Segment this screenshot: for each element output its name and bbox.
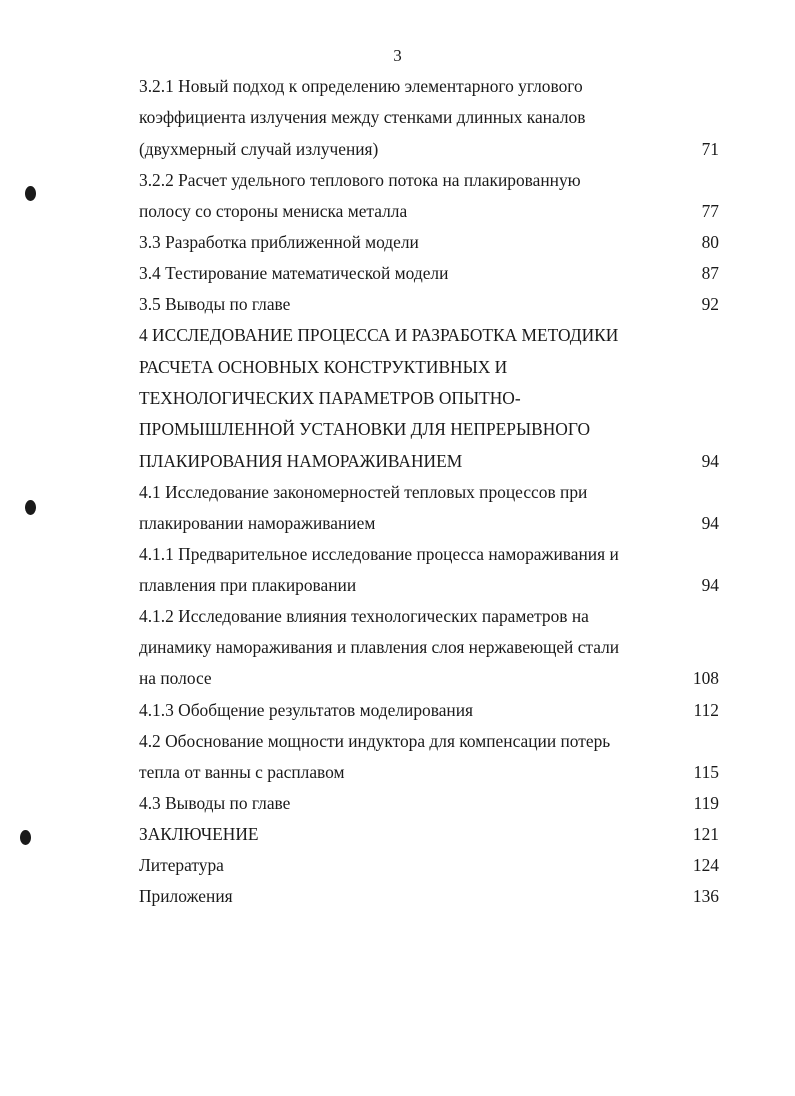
toc-entry <box>139 165 719 196</box>
toc-entry-title: 3.2.1 Новый подход к определению элементарного углового <box>139 76 583 96</box>
toc-entry <box>139 102 719 133</box>
toc-entry-title: 3.5 Выводы по главе <box>139 294 291 314</box>
toc-entry-page: 124 <box>692 855 719 875</box>
toc-entry-title: плавления при плакировании <box>139 575 357 595</box>
toc-entry-title: динамику намораживания и плавления слоя нержавеющей стали <box>139 637 620 657</box>
toc-entry <box>139 757 719 788</box>
toc-entry <box>139 632 719 663</box>
toc-entry-page: 87 <box>701 263 719 283</box>
toc-entry-title: 3.4 Тестирование математической модели <box>139 263 449 283</box>
toc-entry <box>139 850 719 881</box>
toc-entry <box>139 383 719 414</box>
toc-entry-title: коэффициента излучения между стенками длинных каналов <box>139 107 586 127</box>
toc-entry-page: 115 <box>693 762 719 782</box>
page-number: 3 <box>393 46 402 65</box>
toc-entry-title: 4 ИССЛЕДОВАНИЕ ПРОЦЕССА И РАЗРАБОТКА МЕТОДИКИ <box>139 325 619 345</box>
toc-entry <box>139 788 719 819</box>
toc-entry <box>139 819 719 850</box>
toc-entry <box>139 258 719 289</box>
toc-entry-title: 3.3 Разработка приближенной модели <box>139 232 419 252</box>
toc-entry <box>139 352 719 383</box>
toc-entry-title: 4.1 Исследование закономерностей тепловых процессов при <box>139 482 588 502</box>
toc-entry <box>139 539 719 570</box>
toc-entry <box>139 881 719 912</box>
toc-entry-title: РАСЧЕТА ОСНОВНЫХ КОНСТРУКТИВНЫХ И <box>139 357 508 377</box>
toc-entry-title: Литература <box>139 855 224 875</box>
toc-entry-page: 80 <box>701 232 719 252</box>
toc-entry-title: 4.1.3 Обобщение результатов моделирования <box>139 700 474 720</box>
toc-entry <box>139 570 719 601</box>
toc-entry-title: ПРОМЫШЛЕННОЙ УСТАНОВКИ ДЛЯ НЕПРЕРЫВНОГО <box>139 419 591 439</box>
toc-entry-page: 92 <box>701 294 719 314</box>
toc-entry-page: 71 <box>701 139 719 159</box>
toc-entry-page: 119 <box>693 793 719 813</box>
toc-entry <box>139 227 719 258</box>
toc-entry <box>139 508 719 539</box>
toc-entry-page: 108 <box>692 668 719 688</box>
toc-entry <box>139 446 719 477</box>
toc-entry <box>139 601 719 632</box>
toc-entry-page: 94 <box>701 451 719 471</box>
toc-entry <box>139 289 719 320</box>
toc-entry <box>139 134 719 165</box>
toc-entry-title: 4.2 Обоснование мощности индуктора для компенсации потерь <box>139 731 611 751</box>
toc-entry <box>139 663 719 694</box>
toc-entry <box>139 414 719 445</box>
toc-entry-page: 94 <box>701 575 719 595</box>
toc-entry-page: 121 <box>692 824 719 844</box>
toc-entry-title: полосу со стороны мениска металла <box>139 201 408 221</box>
toc-entry-page: 77 <box>701 201 719 221</box>
toc-entry-title: тепла от ванны с расплавом <box>139 762 345 782</box>
toc-entry-title: ЗАКЛЮЧЕНИЕ <box>139 824 259 844</box>
toc-entry-page: 94 <box>701 513 719 533</box>
toc-entry-title: 4.3 Выводы по главе <box>139 793 291 813</box>
toc-entry-title: 3.2.2 Расчет удельного теплового потока на плакированную <box>139 170 581 190</box>
toc-entry <box>139 196 719 227</box>
toc-entry-title: Приложения <box>139 886 233 906</box>
toc-entry-title: ТЕХНОЛОГИЧЕСКИХ ПАРАМЕТРОВ ОПЫТНО- <box>139 388 521 408</box>
toc-entry-title: плакировании намораживанием <box>139 513 376 533</box>
toc-entry <box>139 71 719 102</box>
toc-entry <box>139 726 719 757</box>
toc-entry-title: 4.1.1 Предварительное исследование процесса намораживания и <box>139 544 619 564</box>
toc-entry-title: на полосе <box>139 668 212 688</box>
toc-entry <box>139 695 719 726</box>
toc-entry-page: 112 <box>693 700 719 720</box>
toc-entry <box>139 320 719 351</box>
toc-entry <box>139 477 719 508</box>
toc-entry-title: ПЛАКИРОВАНИЯ НАМОРАЖИВАНИЕМ <box>139 451 463 471</box>
toc-entry-page: 136 <box>692 886 719 906</box>
toc-entry-title: (двухмерный случай излучения) <box>139 139 379 159</box>
toc-entry-title: 4.1.2 Исследование влияния технологических параметров на <box>139 606 589 626</box>
